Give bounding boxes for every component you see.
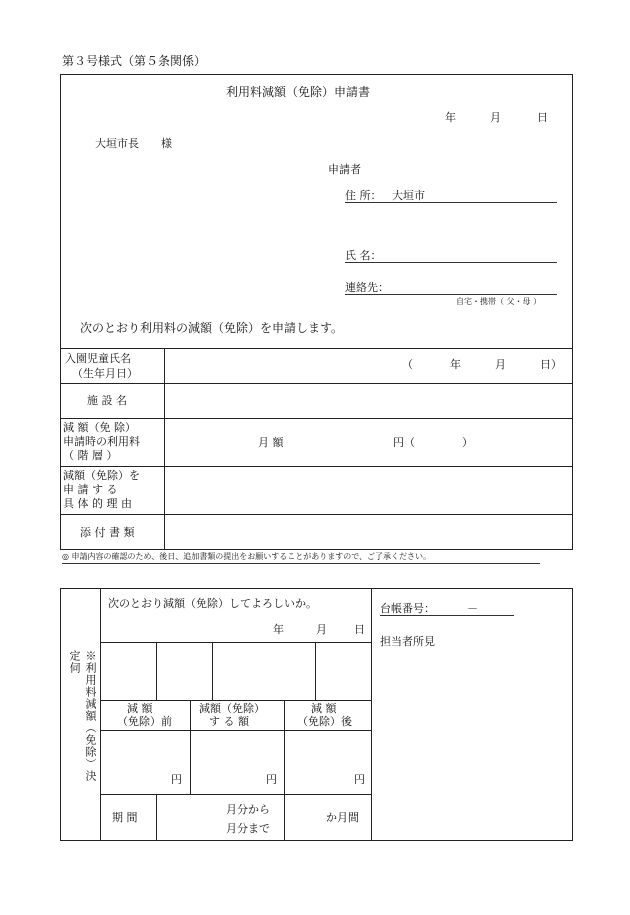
birth-day: 日） <box>540 358 562 371</box>
contact-note: 自宅・携帯（ 父・母 ） <box>456 297 542 306</box>
period-label: 期 間 <box>112 811 138 824</box>
staff-opinion: 担当者所見 <box>380 635 435 648</box>
close-paren: ） <box>462 436 473 449</box>
birth-year: 年 <box>450 358 461 371</box>
reason-label: 減額（免除）を 申 請 す る 具 体 的 理 由 <box>63 469 140 510</box>
decision-question: 次のとおり減額（免除）してよろしいか。 <box>108 597 317 610</box>
decision-side-label: ※利用料減額（免除）決定伺 <box>68 650 97 782</box>
address-label: 住 所： <box>345 189 382 202</box>
date-year: 年 <box>445 111 456 124</box>
contact-line <box>345 294 557 295</box>
yen-after: 円 <box>354 773 365 786</box>
amount-header: 減額（免除） す る 額 <box>199 702 265 728</box>
contact-label: 連絡先： <box>345 281 389 294</box>
request-statement: 次のとおり利用料の減額（免除）を申請します。 <box>80 321 344 335</box>
name-line <box>345 262 557 263</box>
address-line <box>345 202 557 203</box>
notice: ◎ 申請内容の確認のため、後日、追加書類の提出をお願いすることがありますので、ご了承ください。 <box>62 552 432 561</box>
monthly-label: 月 額 <box>258 436 284 449</box>
notice-underline <box>62 563 540 564</box>
facility-label: 施 設 名 <box>87 394 127 407</box>
attachment-label: 添 付 書 類 <box>80 526 135 539</box>
name-label: 氏 名： <box>345 249 382 262</box>
decision-year: 年 <box>273 623 284 636</box>
address-value: 大垣市 <box>392 189 425 202</box>
form-number: 第３号様式（第５条関係） <box>62 54 207 68</box>
applicant-heading: 申請者 <box>328 163 361 176</box>
form-title: 利用料減額（免除）申請書 <box>226 85 371 99</box>
ledger-dash: － <box>467 602 478 615</box>
child-name-label: 入園児童氏名 （生年月日） <box>65 352 138 380</box>
addressee: 大垣市長 様 <box>95 137 172 150</box>
from-label: 月分から <box>226 803 270 816</box>
ledger-line <box>380 615 514 616</box>
after-header: 減 額 （免除）後 <box>297 702 352 728</box>
yen-before: 円 <box>171 773 182 786</box>
date-day: 日 <box>537 111 548 124</box>
ledger-label: 台帳番号： <box>380 602 435 615</box>
fee-label: 減 額（免 除） 申請時の利用料 （ 階 層 ） <box>63 421 140 462</box>
decision-month: 月 <box>316 623 327 636</box>
before-header: 減 額 （免除）前 <box>117 702 172 728</box>
to-label: 月分まで <box>226 822 270 835</box>
birth-open: （ <box>402 358 413 371</box>
birth-month: 月 <box>495 358 506 371</box>
months-label: か月間 <box>326 811 359 824</box>
yen-open: 円（ <box>393 436 415 449</box>
decision-day: 日 <box>354 623 365 636</box>
yen-amount: 円 <box>266 773 277 786</box>
date-month: 月 <box>490 111 501 124</box>
